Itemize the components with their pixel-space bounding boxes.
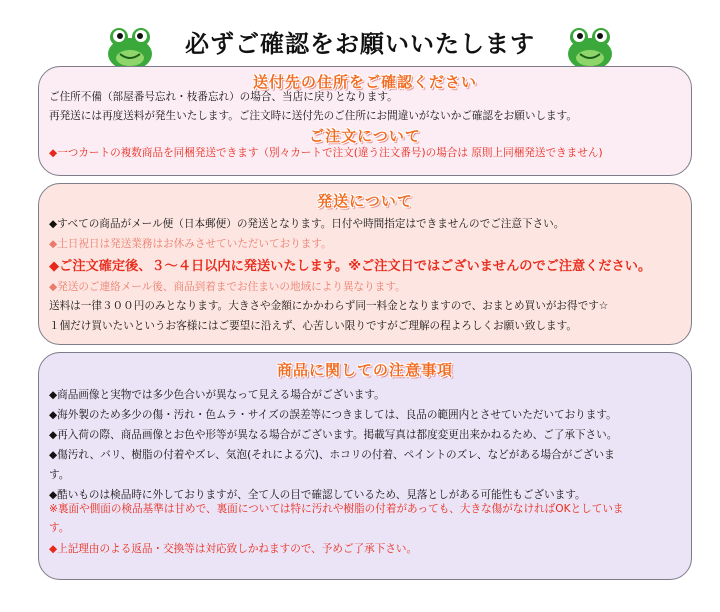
shipping-line-2: ◆土日祝日は発送業務はお休みさせていただいております。 bbox=[49, 238, 332, 250]
shipping-heading: 発送について bbox=[317, 192, 413, 210]
shipping-line-5: 送料は一律３００円のみとなります。大きさや金額にかかわらず同一料金となりますので、おまとめ買いがお得です☆ bbox=[49, 300, 609, 312]
product-line-3: ◆再入荷の際、商品画像とお色や形等が異なる場合がございます。掲載写真は都度変更出来かねるため、ご了承下さい。 bbox=[49, 429, 618, 441]
shipping-line-1: ◆すべての商品がメール便（日本郵便）の発送となります。日付や時間指定はできませんのでご注意下さい。 bbox=[49, 218, 565, 230]
address-notice-box bbox=[38, 66, 692, 176]
address-line-1: ご住所不備（部屋番号忘れ・枝番忘れ）の場合、当店に戻りとなります。 bbox=[49, 91, 398, 103]
product-line-6: ◆酷いものは検品時に外しておりますが、全て人の目で確認しているため、見落としがある可能性もございます。 bbox=[49, 489, 586, 501]
shipping-line-3: ◆ご注文確定後、３～４日以内に発送いたします。※ご注文日ではございませんのでご注意ください。 bbox=[49, 259, 652, 274]
shipping-notice-box bbox=[38, 183, 692, 345]
product-line-9: ◆上記理由のよる返品・交換等は対応致しかねますので、予めご了承下さい。 bbox=[49, 543, 418, 555]
product-heading: 商品に関しての注意事項 bbox=[276, 361, 453, 379]
product-line-5: す。 bbox=[49, 469, 70, 481]
product-line-8: す。 bbox=[49, 522, 70, 534]
address-heading: 送付先の住所をご確認ください bbox=[252, 73, 477, 91]
address-line-2: 再発送には再度送料が発生いたします。ご注文時に送付先のご住所にお間違いがないかご確認をお願いします。 bbox=[49, 110, 577, 122]
page-title: 必ずご確認をお願いいたします bbox=[185, 30, 535, 58]
order-line-1: ◆一つカートの複数商品を同梱発送できます（別々カートで注文(違う注文番号)の場合は 原則上同梱発送できません) bbox=[49, 147, 603, 159]
product-line-4: ◆傷汚れ、バリ、樹脂の付着やズレ、気泡(それによる穴)、ホコリの付着、ペイントのズレ、などがある場合がございま bbox=[49, 449, 615, 461]
shipping-line-4: ◆発送のご連絡メール後、商品到着までお住まいの地域により異なります。 bbox=[49, 281, 406, 293]
product-line-2: ◆海外製のため多少の傷・汚れ・色ムラ・サイズの誤差等につきましては、良品の範囲内とさせていただいております。 bbox=[49, 409, 617, 421]
shipping-line-6: １個だけ買いたいというお客様にはご要望に沿えず、心苦しい限りですがご理解の程よろしくお願い致します。 bbox=[49, 320, 577, 332]
product-line-7: ※裏面や側面の検品基準は甘めで、裏面については特に汚れや樹脂の付着があっても、大きな傷がなければOKとしていま bbox=[49, 503, 624, 515]
product-notice-box bbox=[38, 352, 692, 580]
order-heading: ご注文について bbox=[309, 127, 421, 145]
product-line-1: ◆商品画像と実物では多少色合いが異なって見える場合がございます。 bbox=[49, 389, 385, 401]
